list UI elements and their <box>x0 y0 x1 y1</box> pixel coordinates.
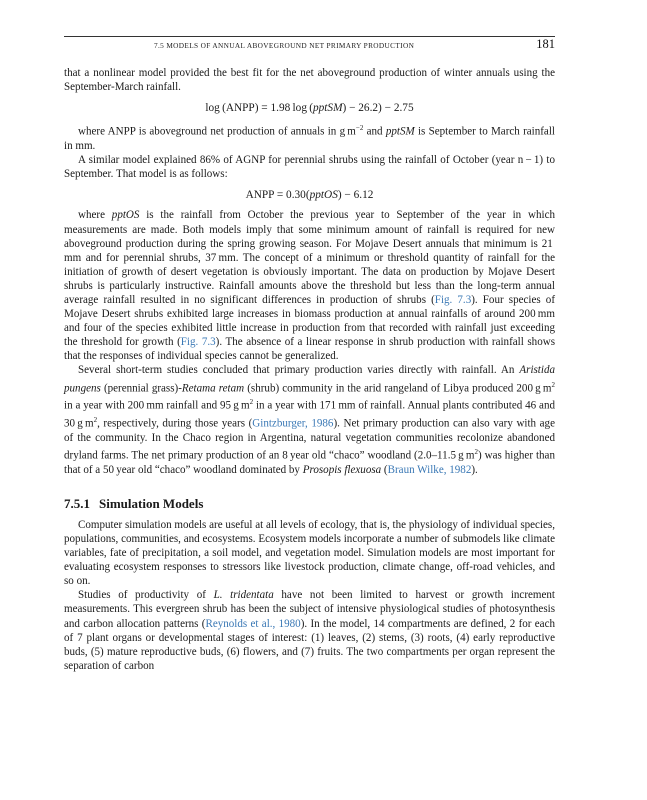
text: in a year with 171 mm of rainfall. Annual plants contributed 46 and 30 g m <box>64 399 555 430</box>
paragraph-4 <box>64 208 555 363</box>
paragraph-1: that a nonlinear model provided the best fit for the net aboveground production of winter annuals using the September-March rainfall. <box>64 67 555 94</box>
equation-2 <box>64 188 555 202</box>
text: , respectively, during those years ( <box>97 417 253 430</box>
species-name: Prosopis flexuosa <box>302 463 382 476</box>
text: is September to March rainfall in mm. <box>64 125 555 153</box>
citation-link[interactable]: Reynolds et al., 1980 <box>205 617 301 630</box>
text: is the rainfall from October the previous year to September of the year in which measurements are made. Both models imply that some minimum amount of rainfall is required for new aboveground production during the spring growing season. For Mojave Desert annuals that minimum is 21 mm and for perennial shrubs, 37 mm. The concept of a minimum or threshold quantity of rainfall for the initiation of growth of desert vegetation is obviously important. The data on production by Mojave Desert shrubs is particularly instructive. Rainfall amounts above the threshold but less than the long-term annual average rainfall resulted in no significant differences in production of shrubs ( <box>64 209 555 306</box>
section-number: 7.5.1 <box>64 495 90 511</box>
running-title: 7.5 MODELS OF ANNUAL ABOVEGROUND NET PRIMARY PRODUCTION <box>154 41 415 50</box>
text: ). <box>471 463 478 476</box>
paragraph-3: A similar model explained 86% of AGNP for perennial shrubs using the rainfall of October (year n − 1) to September. That model is as follows: <box>64 154 555 181</box>
equation-1-var: pptSM <box>313 102 343 115</box>
figure-link[interactable]: Fig. 7.3 <box>180 336 216 349</box>
text: ) was higher than that of a 50 year old “chaco” woodland dominated by <box>64 449 555 476</box>
text: (shrub) community in the arid rangeland of Libya produced 200 g m <box>244 382 552 395</box>
body-text <box>64 66 555 673</box>
superscript: 2 <box>474 447 479 456</box>
text: Several short-term studies concluded that primary production varies directly with rainfall. An <box>78 364 520 377</box>
page-header <box>64 0 555 64</box>
equation-2-var: pptOS <box>309 189 338 202</box>
variable: pptOS <box>111 209 140 222</box>
paragraph-6: Computer simulation models are useful at all levels of ecology, that is, the physiology of individual species, populations, communities, and ecosystems. Ecosystem models incorporate a number of submodels like climate variables, fate of precipitation, a soil model, and vegetation model. Simulation models are most important for evaluating ecosystem responses to stressors like livestock production, climate change, off-road vehicles, and so on. <box>64 518 555 588</box>
species-name: L. tridentata <box>213 589 274 602</box>
citation-link[interactable]: Braun Wilke, 1982 <box>387 463 472 476</box>
text: (perennial grass)- <box>100 382 182 395</box>
text: Studies of productivity of <box>78 589 214 602</box>
header-rule <box>64 36 555 37</box>
figure-link[interactable]: Fig. 7.3 <box>434 293 472 306</box>
superscript: 2 <box>93 416 98 425</box>
text: where ANPP is aboveground net production of annuals in g m <box>78 125 356 138</box>
text: in a year with 200 mm rainfall and 95 g m <box>64 399 250 412</box>
equation-2-rhs: ) − 6.12 <box>337 189 374 202</box>
paragraph-7 <box>64 588 555 673</box>
text: where <box>78 209 112 222</box>
species-name: Retama retam <box>181 382 245 395</box>
superscript: −2 <box>355 124 364 133</box>
equation-1 <box>64 101 555 115</box>
paragraph-2 <box>64 121 555 153</box>
text: ( <box>381 463 388 476</box>
superscript: 2 <box>249 398 254 407</box>
superscript: 2 <box>551 380 556 389</box>
text: and <box>363 125 386 138</box>
text: ). Four species of Mojave Desert shrubs exhibited large increases in biomass production at annual rainfalls of around 200 mm and four of the species exhibited little increase in production from that recorded with rainfall just exceeding the threshold for growth ( <box>64 293 555 349</box>
text: ). Net primary production can also vary with age of the community. In the Chaco region in Argentina, natural vegetation communities recolonize abandoned dryland farms. The net primary production of an 8 year old “chaco” woodland (2.0–11.5 g m <box>64 417 555 462</box>
equation-2-lhs: ANPP = 0.30( <box>245 189 310 202</box>
equation-1-rhs: ) − 26.2) − 2.75 <box>342 102 414 115</box>
variable: pptSM <box>385 125 415 138</box>
section-heading <box>64 497 555 511</box>
text: have not been limited to harvest or growth increment measurements. This evergreen shrub has been the subject of intensive physiological studies of photosynthesis and carbon allocation patterns ( <box>64 589 555 630</box>
species-name: Aristida pungens <box>64 364 555 395</box>
text: ). In the model, 14 compartments are defined, 2 for each of 7 plant organs or developmental stages of interest: (1) leaves, (2) stems, (3) roots, (4) early reproductive buds, (5) mature reproductive buds, (6) flowers, and (7) fruits. The two compartments per organ represent the separation of carbon <box>64 617 555 672</box>
section-title: Simulation Models <box>99 495 204 511</box>
citation-link[interactable]: Gintzburger, 1986 <box>252 417 334 430</box>
page-number: 181 <box>536 37 555 51</box>
equation-1-lhs: log (ANPP) = 1.98 log ( <box>205 102 313 115</box>
text: ). The absence of a linear response in shrub production with rainfall shows that the responses of individual species cannot be generalized. <box>64 336 555 363</box>
paragraph-5 <box>64 363 555 476</box>
